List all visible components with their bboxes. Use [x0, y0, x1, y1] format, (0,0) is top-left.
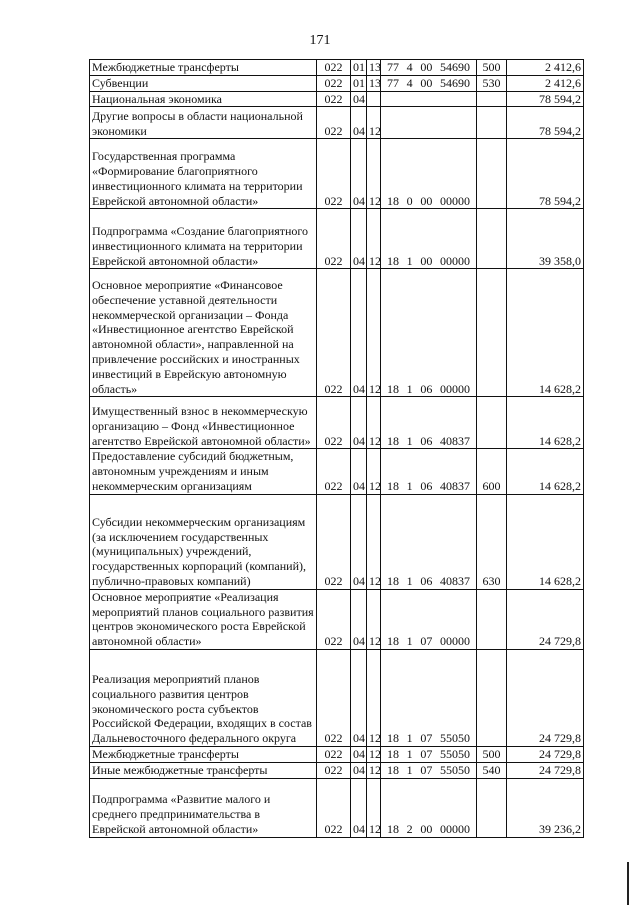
row-gov-code-cell: 022 — [317, 494, 351, 589]
row-amount-cell: 2 412,6 — [507, 75, 584, 91]
target-article-part: 18 — [387, 573, 399, 588]
row-section-code-cell: 04 — [351, 746, 367, 762]
table-row — [90, 269, 584, 397]
row-expense-type-cell — [477, 778, 507, 837]
row-amount-cell: 14 628,2 — [507, 449, 584, 494]
table-row — [90, 589, 584, 649]
table-body — [90, 60, 584, 838]
row-gov-code-cell: 022 — [317, 60, 351, 76]
target-article-part: 18 — [387, 762, 399, 777]
target-article-code — [383, 822, 474, 837]
row-section-code-cell: 04 — [351, 589, 367, 649]
target-article-part: 00000 — [439, 634, 470, 649]
table-row — [90, 139, 584, 209]
row-expense-type-cell — [477, 139, 507, 209]
row-section-code-cell: 04 — [351, 107, 367, 139]
row-target-article-cell — [381, 60, 477, 76]
row-name-cell: Другие вопросы в области национальной экономики — [90, 107, 317, 139]
row-target-article-cell — [381, 397, 477, 449]
target-article-part: 1 — [406, 746, 413, 761]
row-expense-type-cell — [477, 589, 507, 649]
target-article-part: 55050 — [439, 762, 470, 777]
target-article-code — [383, 574, 474, 589]
table-row — [90, 209, 584, 269]
target-article-part: 06 — [420, 433, 433, 448]
target-article-part: 40837 — [439, 478, 470, 493]
target-article-part: 18 — [387, 193, 399, 208]
target-article-part: 1 — [406, 573, 413, 588]
target-article-part: 40837 — [439, 433, 470, 448]
row-subsection-code-cell: 12 — [367, 494, 381, 589]
row-section-code-cell: 04 — [351, 778, 367, 837]
row-expense-type-cell — [477, 397, 507, 449]
row-gov-code-cell: 022 — [317, 762, 351, 778]
target-article-code — [383, 747, 474, 762]
row-expense-type-cell: 500 — [477, 746, 507, 762]
target-article-part: 00 — [420, 821, 433, 836]
row-amount-cell: 14 628,2 — [507, 397, 584, 449]
row-name-cell: Подпрограмма «Создание благоприятного инвестиционного климата на территории Еврейской автономной области» — [90, 209, 317, 269]
table-row — [90, 397, 584, 449]
row-name-cell: Подпрограмма «Развитие малого и среднего предпринимательства в Еврейской автономной области» — [90, 778, 317, 837]
target-article-part: 1 — [406, 253, 413, 268]
row-gov-code-cell: 022 — [317, 139, 351, 209]
row-gov-code-cell: 022 — [317, 746, 351, 762]
row-subsection-code-cell: 12 — [367, 778, 381, 837]
row-target-article-cell — [381, 649, 477, 746]
row-subsection-code-cell: 12 — [367, 397, 381, 449]
row-expense-type-cell: 540 — [477, 762, 507, 778]
row-name-cell: Иные межбюджетные трансферты — [90, 762, 317, 778]
target-article-part: 40837 — [439, 573, 470, 588]
target-article-part: 07 — [420, 634, 433, 649]
target-article-part: 1 — [406, 634, 413, 649]
row-name-cell: Реализация мероприятий планов социального развития центров экономического роста субъектов Российской Федерации, входящих в состав Дальневосточного федерального округа — [90, 649, 317, 746]
target-article-part: 00000 — [439, 821, 470, 836]
row-subsection-code-cell: 12 — [367, 209, 381, 269]
row-target-article-cell — [381, 91, 477, 107]
target-article-code — [383, 731, 474, 746]
row-section-code-cell: 04 — [351, 649, 367, 746]
row-amount-cell: 24 729,8 — [507, 746, 584, 762]
target-article-part: 55050 — [439, 731, 470, 746]
target-article-part: 00000 — [439, 193, 470, 208]
row-subsection-code-cell: 12 — [367, 649, 381, 746]
target-article-part: 1 — [406, 381, 413, 396]
target-article-part: 07 — [420, 746, 433, 761]
row-amount-cell: 78 594,2 — [507, 91, 584, 107]
target-article-part: 06 — [420, 573, 433, 588]
row-amount-cell: 78 594,2 — [507, 107, 584, 139]
row-amount-cell: 2 412,6 — [507, 60, 584, 76]
target-article-code — [383, 194, 474, 209]
target-article-part: 00 — [420, 193, 433, 208]
row-section-code-cell: 04 — [351, 269, 367, 397]
row-gov-code-cell: 022 — [317, 91, 351, 107]
target-article-part: 2 — [406, 821, 413, 836]
table-row — [90, 762, 584, 778]
row-expense-type-cell: 630 — [477, 494, 507, 589]
target-article-part: 54690 — [439, 75, 470, 90]
row-gov-code-cell: 022 — [317, 649, 351, 746]
target-article-code — [383, 254, 474, 269]
row-subsection-code-cell: 12 — [367, 746, 381, 762]
row-subsection-code-cell: 12 — [367, 762, 381, 778]
target-article-part: 4 — [406, 75, 413, 90]
target-article-part: 18 — [387, 821, 399, 836]
row-subsection-code-cell: 12 — [367, 269, 381, 397]
row-subsection-code-cell: 13 — [367, 75, 381, 91]
row-target-article-cell — [381, 139, 477, 209]
target-article-code — [383, 634, 474, 649]
row-section-code-cell: 04 — [351, 397, 367, 449]
row-expense-type-cell: 530 — [477, 75, 507, 91]
row-target-article-cell — [381, 589, 477, 649]
target-article-part: 06 — [420, 381, 433, 396]
row-name-cell: Национальная экономика — [90, 91, 317, 107]
row-amount-cell: 24 729,8 — [507, 762, 584, 778]
target-article-part: 06 — [420, 478, 433, 493]
target-article-part: 18 — [387, 381, 399, 396]
row-section-code-cell: 01 — [351, 60, 367, 76]
table-row — [90, 449, 584, 494]
row-name-cell: Основное мероприятие «Финансовое обеспечение уставной деятельности некоммерческой организации – Фонда «Инвестиционное агентство Еврейской автономной области», направленной на привлечение российских и иностранных инвестиций в Еврейскую автономную область» — [90, 269, 317, 397]
row-expense-type-cell — [477, 107, 507, 139]
target-article-part: 1 — [406, 478, 413, 493]
row-amount-cell: 14 628,2 — [507, 269, 584, 397]
row-gov-code-cell: 022 — [317, 107, 351, 139]
target-article-part: 00 — [420, 75, 433, 90]
target-article-part: 18 — [387, 478, 399, 493]
row-section-code-cell: 04 — [351, 494, 367, 589]
row-name-cell: Межбюджетные трансферты — [90, 746, 317, 762]
row-gov-code-cell: 022 — [317, 269, 351, 397]
row-expense-type-cell — [477, 269, 507, 397]
row-section-code-cell: 04 — [351, 762, 367, 778]
row-subsection-code-cell — [367, 91, 381, 107]
target-article-part: 00000 — [439, 381, 470, 396]
target-article-code — [383, 382, 474, 397]
row-amount-cell: 14 628,2 — [507, 494, 584, 589]
target-article-code — [383, 434, 474, 449]
row-section-code-cell: 04 — [351, 449, 367, 494]
target-article-part: 18 — [387, 433, 399, 448]
table-row — [90, 75, 584, 91]
target-article-part: 54690 — [439, 60, 470, 74]
target-article-code — [383, 479, 474, 494]
target-article-part: 18 — [387, 253, 399, 268]
target-article-part: 00 — [420, 253, 433, 268]
row-target-article-cell — [381, 269, 477, 397]
row-name-cell: Имущественный взнос в некоммерческую организацию – Фонд «Инвестиционное агентство Еврейской автономной области» — [90, 397, 317, 449]
row-target-article-cell — [381, 494, 477, 589]
row-target-article-cell — [381, 75, 477, 91]
row-subsection-code-cell: 12 — [367, 589, 381, 649]
row-gov-code-cell: 022 — [317, 75, 351, 91]
table-row — [90, 60, 584, 76]
target-article-part: 00 — [420, 60, 433, 74]
row-expense-type-cell — [477, 91, 507, 107]
row-amount-cell: 39 236,2 — [507, 778, 584, 837]
row-name-cell: Предоставление субсидий бюджетным, автономным учреждениям и иным некоммерческим организациям — [90, 449, 317, 494]
row-target-article-cell — [381, 762, 477, 778]
row-gov-code-cell: 022 — [317, 778, 351, 837]
row-gov-code-cell: 022 — [317, 209, 351, 269]
row-gov-code-cell: 022 — [317, 449, 351, 494]
row-subsection-code-cell: 12 — [367, 107, 381, 139]
row-name-cell: Субвенции — [90, 75, 317, 91]
row-section-code-cell: 04 — [351, 91, 367, 107]
target-article-part: 07 — [420, 762, 433, 777]
row-expense-type-cell — [477, 209, 507, 269]
row-subsection-code-cell: 12 — [367, 139, 381, 209]
row-expense-type-cell: 600 — [477, 449, 507, 494]
target-article-part: 1 — [406, 433, 413, 448]
row-target-article-cell — [381, 449, 477, 494]
row-section-code-cell: 04 — [351, 209, 367, 269]
margin-mark — [627, 862, 629, 905]
target-article-code — [383, 763, 474, 778]
row-target-article-cell — [381, 778, 477, 837]
table-row — [90, 649, 584, 746]
row-subsection-code-cell: 12 — [367, 449, 381, 494]
target-article-part: 00000 — [439, 253, 470, 268]
target-article-part: 18 — [387, 731, 399, 746]
row-expense-type-cell: 500 — [477, 60, 507, 76]
row-amount-cell: 39 358,0 — [507, 209, 584, 269]
row-section-code-cell: 01 — [351, 75, 367, 91]
budget-table — [89, 59, 584, 838]
target-article-part: 0 — [406, 193, 413, 208]
table-row — [90, 91, 584, 107]
target-article-code — [383, 76, 474, 91]
row-expense-type-cell — [477, 649, 507, 746]
row-name-cell: Субсидии некоммерческим организациям (за исключением государственных (муниципальных) учреждений, государственных корпораций (компаний), публично-правовых компаний) — [90, 494, 317, 589]
row-name-cell: Межбюджетные трансферты — [90, 60, 317, 76]
target-article-part: 07 — [420, 731, 433, 746]
target-article-part: 1 — [406, 762, 413, 777]
target-article-part: 18 — [387, 746, 399, 761]
row-amount-cell: 78 594,2 — [507, 139, 584, 209]
row-gov-code-cell: 022 — [317, 397, 351, 449]
row-amount-cell: 24 729,8 — [507, 589, 584, 649]
page-number: 171 — [309, 33, 331, 48]
row-target-article-cell — [381, 746, 477, 762]
row-target-article-cell — [381, 107, 477, 139]
target-article-part: 77 — [387, 60, 399, 74]
target-article-part: 55050 — [439, 746, 470, 761]
table-row — [90, 746, 584, 762]
row-section-code-cell: 04 — [351, 139, 367, 209]
target-article-code — [383, 60, 474, 75]
row-subsection-code-cell: 13 — [367, 60, 381, 76]
table-row — [90, 778, 584, 837]
row-amount-cell: 24 729,8 — [507, 649, 584, 746]
row-name-cell: Основное мероприятие «Реализация мероприятий планов социального развития центров экономического роста Еврейской автономной области» — [90, 589, 317, 649]
table-row — [90, 107, 584, 139]
row-name-cell: Государственная программа «Формирование благоприятного инвестиционного климата на территории Еврейской автономной области» — [90, 139, 317, 209]
target-article-part: 4 — [406, 60, 413, 74]
target-article-part: 77 — [387, 75, 399, 90]
table-row — [90, 494, 584, 589]
target-article-part: 18 — [387, 634, 399, 649]
row-target-article-cell — [381, 209, 477, 269]
row-gov-code-cell: 022 — [317, 589, 351, 649]
target-article-part: 1 — [406, 731, 413, 746]
